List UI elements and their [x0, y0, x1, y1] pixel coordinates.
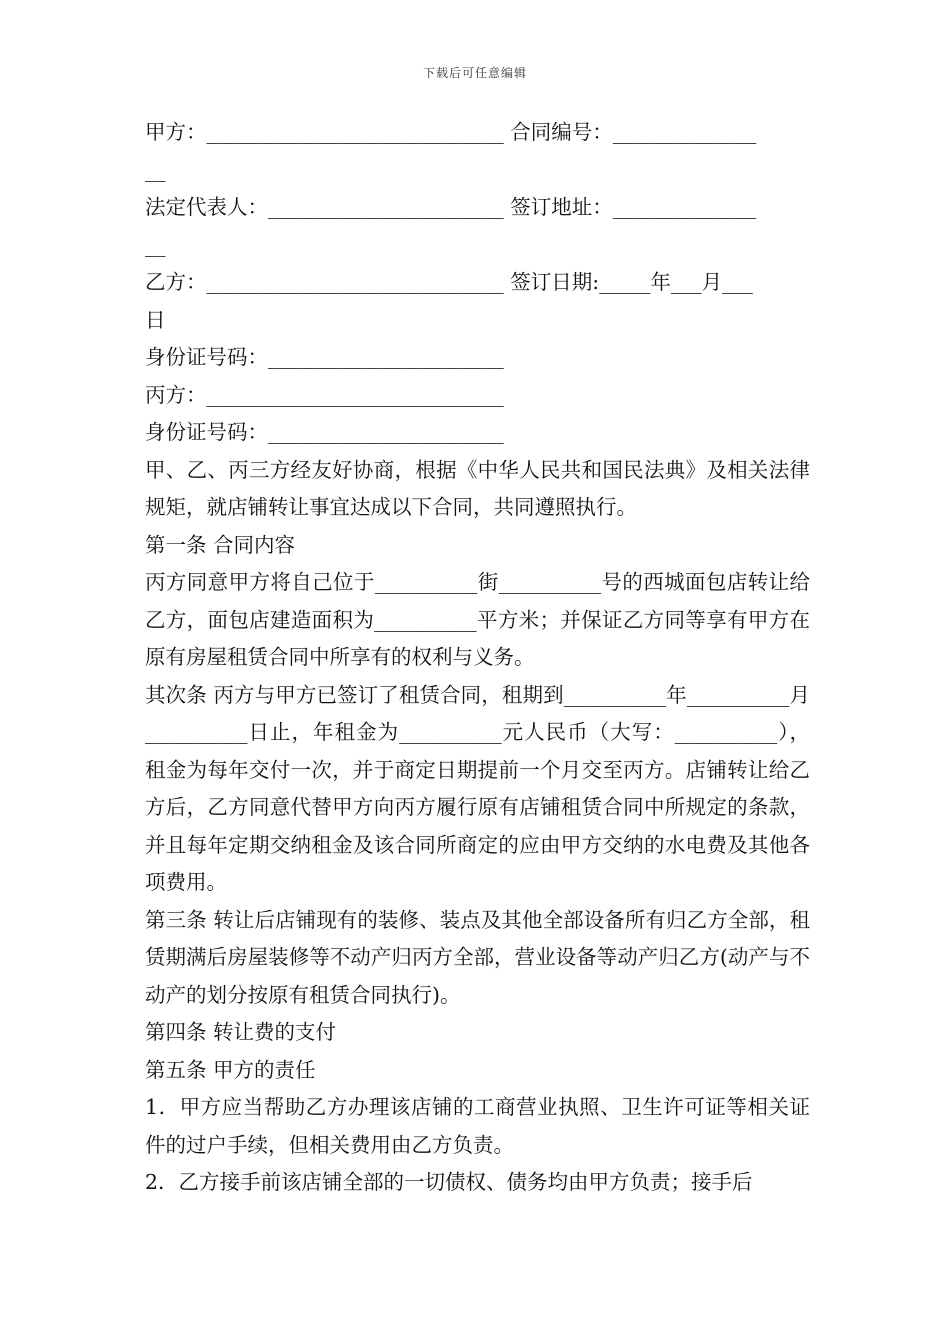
party-b-id-line: 身份证号码：_______________________ — [145, 345, 504, 369]
legal-rep-line-cont: __ — [145, 232, 166, 257]
article-1-body: 丙方同意甲方将自己位于__________街__________号的西城面包店转让给乙方，面包店建造面积为__________平方米；并保证乙方同等享有甲方在原有房屋租赁合同中所享有的权利与义务。 — [145, 570, 810, 669]
article-1-title: 第一条 合同内容 — [145, 532, 296, 557]
article-2-paragraph: 其次条 丙方与甲方已签订了租赁合同，租期到__________年__________月__________日止，年租金为__________元人民币（大写：__________），租金为每年交付一次，并于商定日期提前一个月交至丙方。店铺转让给乙方后，乙方同意代替甲方向丙方履行原有店铺租赁合同中所规定的条款，并且每年定期交纳租金及该合同所商定的应由甲方交纳的水电费及其他各项费用。 — [145, 682, 810, 894]
party-c-line: 丙方：_____________________________ — [145, 382, 504, 407]
legal-rep-line: 法定代表人：_______________________ 签订地址：______________ — [145, 195, 757, 219]
header-note: 下载后可任意编辑 — [422, 66, 527, 80]
article-3-paragraph: 第三条 转让后店铺现有的装修、装点及其他全部设备所有归乙方全部，租赁期满后房屋装修等不动产归丙方全部，营业设备等动产归乙方(动产与不动产的划分按原有租赁合同执行)。 — [145, 907, 810, 1007]
party-b-line-cont: 日 — [145, 307, 166, 332]
party-a-line-cont: __ — [145, 157, 166, 182]
article-5-title: 第五条 甲方的责任 — [145, 1057, 316, 1082]
contract-body — [145, 114, 810, 1202]
article-5-item-2: 2．乙方接手前该店铺全部的一切债权、债务均由甲方负责；接手后 — [145, 1170, 753, 1194]
party-c-id-line: 身份证号码：_______________________ — [145, 420, 504, 444]
article-5-item-1: 1．甲方应当帮助乙方办理该店铺的工商营业执照、卫生许可证等相关证件的过户手续，但相关费用由乙方负责。 — [145, 1095, 810, 1157]
preamble-paragraph: 甲、乙、丙三方经友好协商，根据《中华人民共和国民法典》及相关法律规矩，就店铺转让事宜达成以下合同，共同遵照执行。 — [145, 457, 810, 519]
party-a-line: 甲方：_____________________________ 合同编号：______________ — [145, 120, 757, 144]
article-4-title: 第四条 转让费的支付 — [145, 1020, 337, 1044]
party-b-line: 乙方：_____________________________ 签订日期:_____年___月___ — [145, 270, 753, 294]
